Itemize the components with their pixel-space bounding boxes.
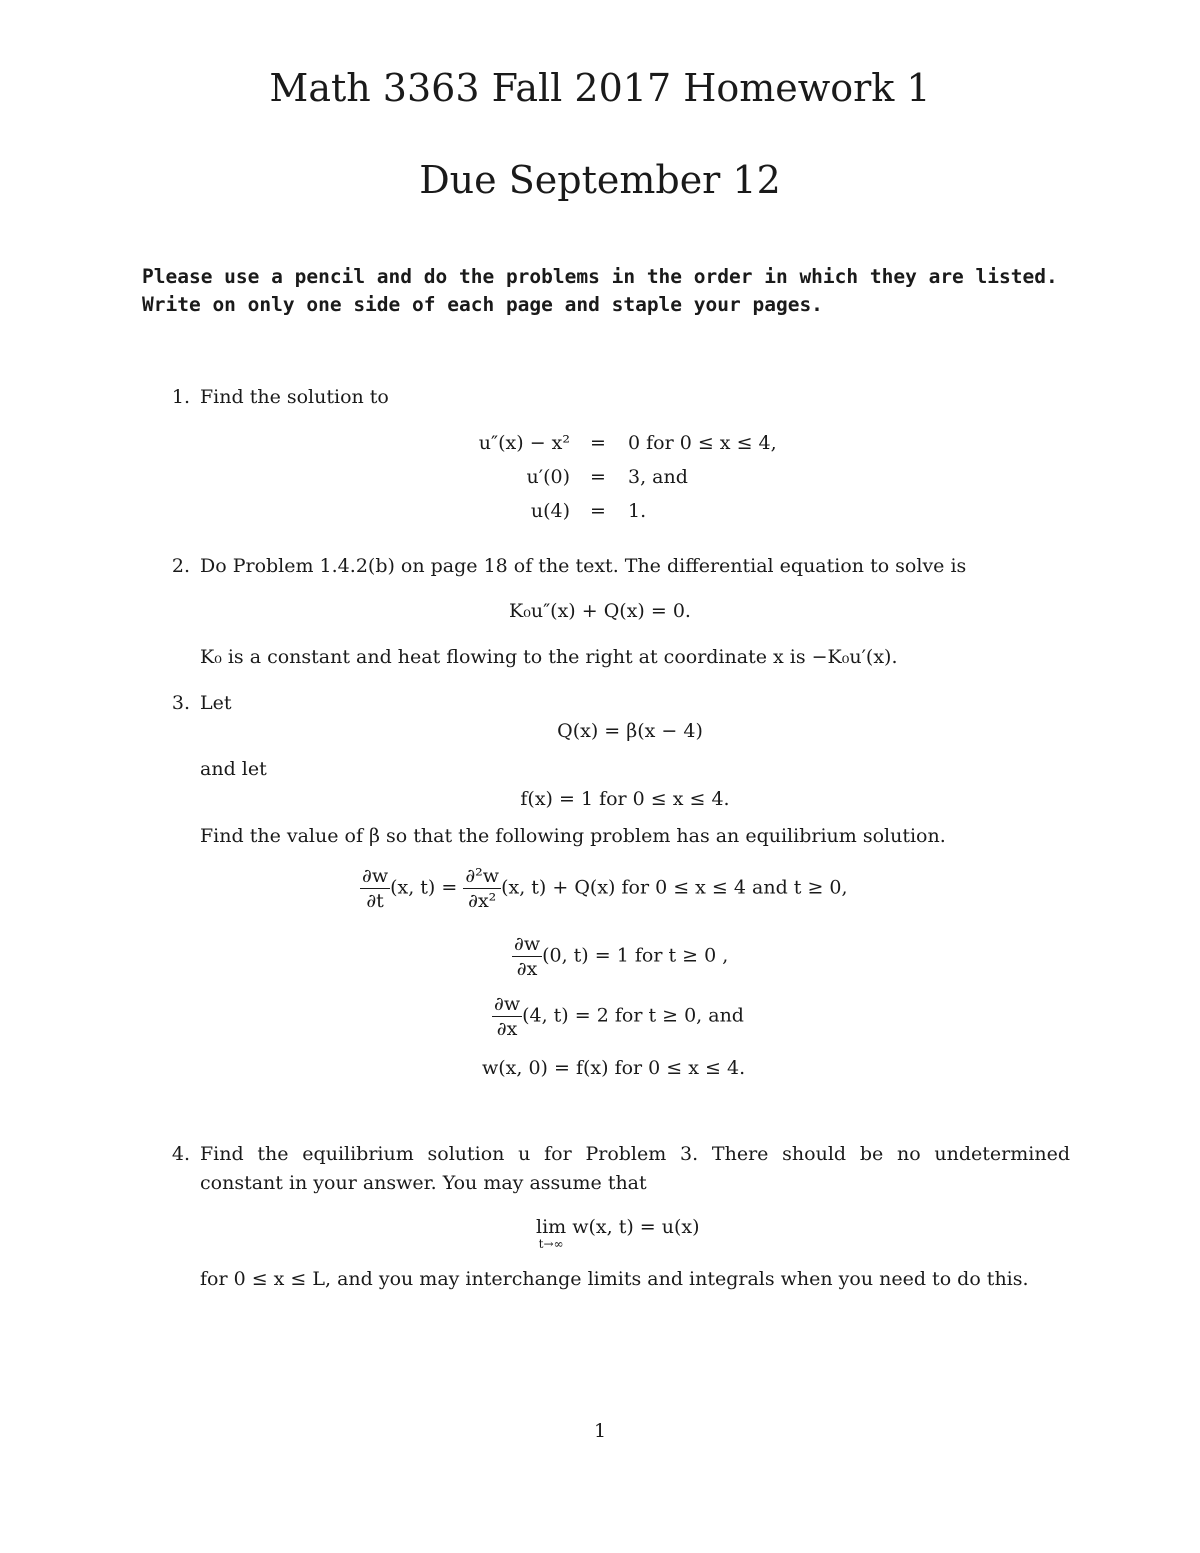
bc1-fraction [512, 932, 542, 981]
bc1-numerator: ∂w [514, 933, 541, 955]
eq2-rhs: 3, and [628, 466, 688, 488]
problem-1-text: Find the solution to [200, 386, 389, 408]
lim-label: lim [536, 1216, 567, 1238]
page-number: 1 [593, 1420, 607, 1442]
d2w-numerator: ∂²w [465, 865, 500, 887]
problem-3-let: Let [200, 692, 232, 714]
problem-2-equation: K₀u″(x) + Q(x) = 0. [509, 600, 691, 622]
problem-3-q-equation: Q(x) = β(x − 4) [557, 720, 703, 742]
eq3-rhs: 1. [628, 500, 647, 522]
eq1-rhs: 0 for 0 ≤ x ≤ 4, [628, 432, 777, 454]
problem-4-text-line-1: Find the equilibrium solution u for Problem 3. There should be no undetermined [200, 1143, 1070, 1165]
bc1-rest: (0, t) = 1 for t ≥ 0 , [542, 944, 729, 967]
problem-3-find-text: Find the value of β so that the following problem has an equilibrium solution. [200, 825, 946, 847]
dw-numerator: ∂w [362, 865, 389, 887]
d2w-dx2-fraction [463, 864, 501, 913]
eq1-lhs: u″(x) − x² [478, 432, 570, 454]
instructions-line-1: Please use a pencil and do the problems in the order in which they are listed. [142, 265, 1058, 288]
eq3-lhs: u(4) [530, 500, 570, 522]
eq3-rel: = [590, 500, 606, 522]
instructions-line-2: Write on only one side of each page and staple your pages. [142, 293, 823, 316]
limit-equation [536, 1216, 700, 1250]
eq1-rel: = [590, 432, 606, 454]
due-date: Due September 12 [419, 158, 781, 202]
problem-4-text-end: for 0 ≤ x ≤ L, and you may interchange limits and integrals when you need to do this. [200, 1268, 1029, 1290]
problem-2-text: Do Problem 1.4.2(b) on page 18 of the text. The differential equation to solve is [200, 555, 967, 577]
eq2-rel: = [590, 466, 606, 488]
dw-dt-fraction [360, 864, 390, 913]
pde-lhs-args: (x, t) = [390, 876, 458, 899]
problem-2-number: 2. [171, 555, 190, 577]
eq2-lhs: u′(0) [526, 466, 570, 488]
problem-1-number: 1. [171, 386, 190, 408]
limit-operator [536, 1216, 566, 1250]
problem-2-note: K₀ is a constant and heat flowing to the right at coordinate x is −K₀u′(x). [200, 646, 898, 668]
problem-3-and-let: and let [200, 758, 267, 780]
problem-3-number: 3. [171, 692, 190, 714]
bc2-equation [492, 992, 744, 1041]
lim-subscript: t→∞ [538, 1237, 564, 1251]
bc2-fraction [492, 992, 522, 1041]
pde-equation [360, 864, 848, 913]
problem-4-number: 4. [171, 1143, 190, 1165]
page-title: Math 3363 Fall 2017 Homework 1 [269, 66, 931, 110]
bc2-numerator: ∂w [494, 993, 521, 1015]
initial-condition: w(x, 0) = f(x) for 0 ≤ x ≤ 4. [482, 1057, 746, 1079]
dx2-denominator: ∂x² [468, 890, 497, 912]
pde-rhs: (x, t) + Q(x) for 0 ≤ x ≤ 4 and t ≥ 0, [501, 876, 848, 899]
problem-4-text-line-2: constant in your answer. You may assume that [200, 1172, 647, 1194]
bc1-denominator: ∂x [516, 958, 538, 980]
bc1-equation [512, 932, 728, 981]
instructions [142, 263, 1072, 319]
problem-3-f-equation: f(x) = 1 for 0 ≤ x ≤ 4. [520, 788, 730, 810]
bc2-denominator: ∂x [496, 1018, 518, 1040]
dt-denominator: ∂t [366, 890, 384, 912]
limit-expression: w(x, t) = u(x) [572, 1216, 700, 1238]
bc2-rest: (4, t) = 2 for t ≥ 0, and [522, 1004, 744, 1027]
